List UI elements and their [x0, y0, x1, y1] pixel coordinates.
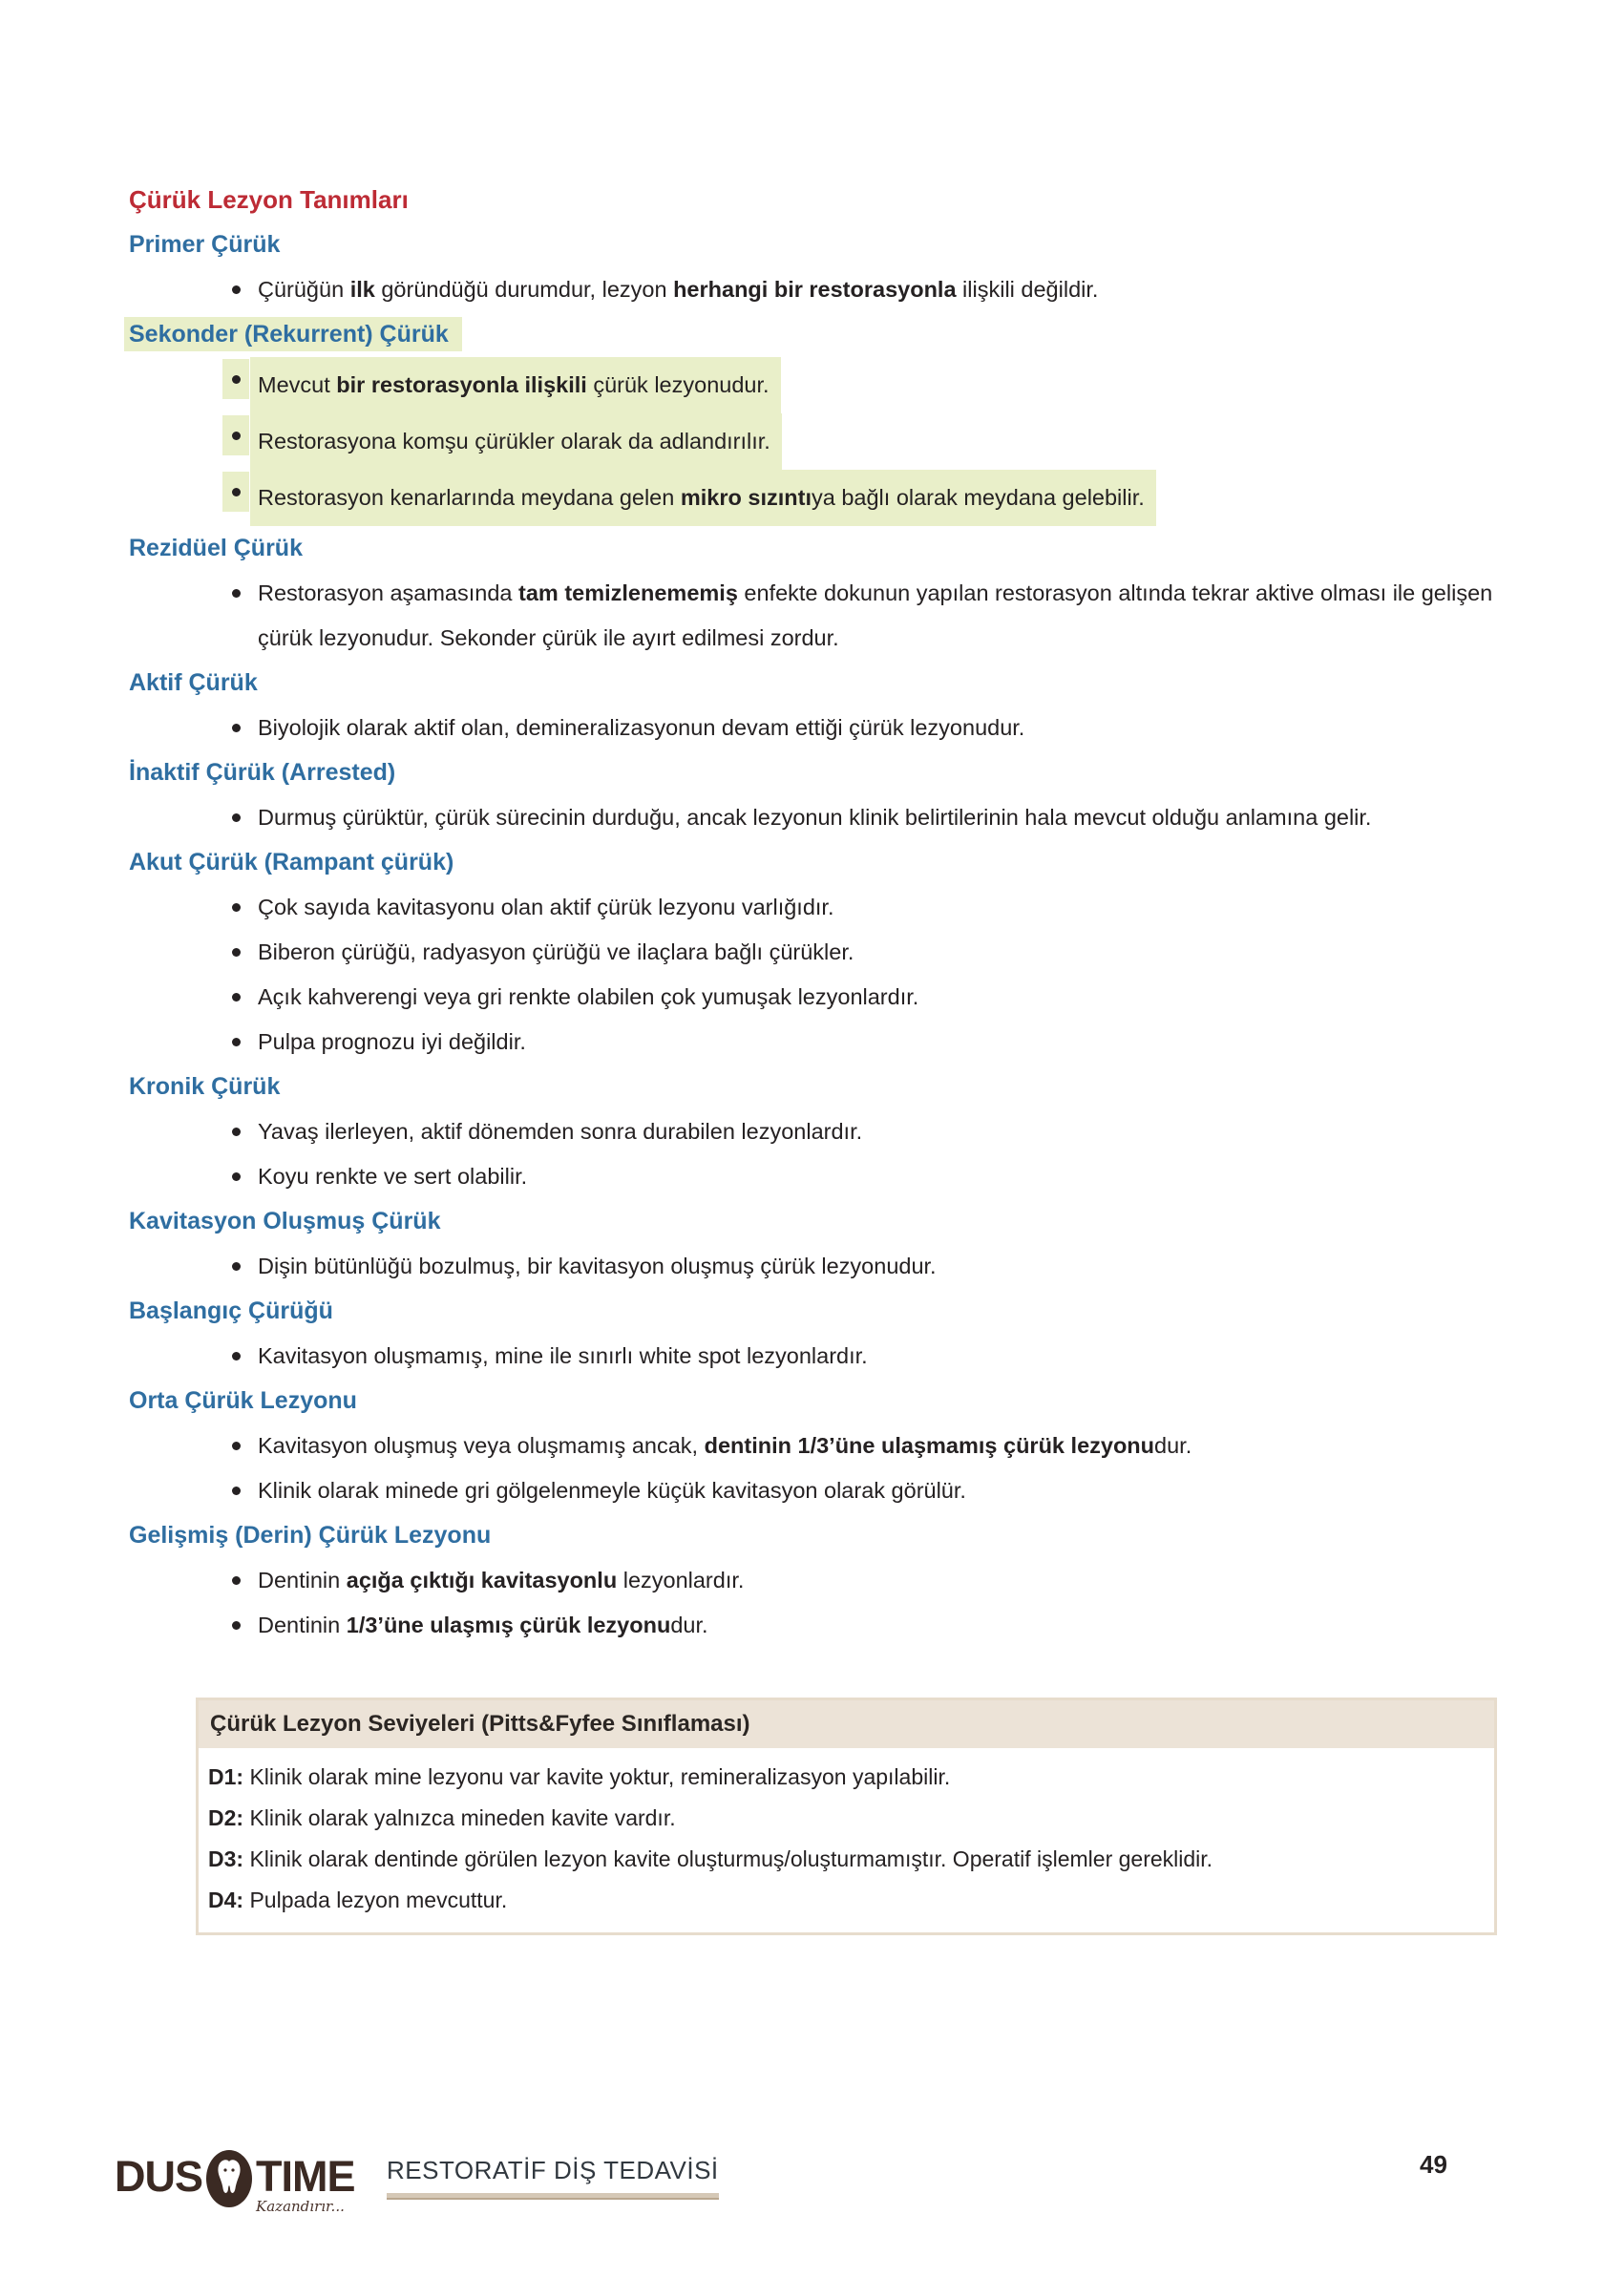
- bullet-text: Kavitasyon oluşmamış, mine ile sınırlı white spot lezyonlardır.: [258, 1343, 868, 1368]
- bullet-icon: [222, 1560, 249, 1600]
- classification-text: Klinik olarak dentinde görülen lezyon kavite oluşturmuş/oluşturmamıştır. Operatif işlemler gereklidir.: [243, 1846, 1213, 1871]
- bullet-text: Açık kahverengi veya gri renkte olabilen çok yumuşak lezyonlardır.: [258, 984, 919, 1009]
- section-heading-text: Orta Çürük Lezyonu: [129, 1387, 357, 1414]
- classification-items: [199, 1748, 1494, 1932]
- bullet-item: [129, 1244, 1500, 1289]
- footer-section: [387, 2156, 719, 2200]
- bullet-item: [129, 885, 1500, 930]
- bullet-text: Klinik olarak minede gri gölgelenmeyle küçük kavitasyon olarak görülür.: [258, 1478, 966, 1503]
- bullet-item: [129, 1558, 1500, 1603]
- classification-text: Klinik olarak yalnızca mineden kavite vardır.: [243, 1805, 676, 1830]
- bullet-item: [129, 1020, 1500, 1065]
- bullet-text: Mevcut bir restorasyonla ilişkili çürük lezyonudur.: [250, 357, 781, 413]
- bullet-dot: [232, 1128, 241, 1136]
- bullet-icon: [222, 1156, 249, 1196]
- section-heading: [129, 1379, 1500, 1424]
- classification-label: D2:: [208, 1805, 244, 1830]
- bullet-item: [129, 930, 1500, 975]
- section-heading: [129, 661, 1500, 706]
- classification-item: [208, 1757, 1471, 1798]
- bullet-item: [129, 413, 1500, 470]
- section: [129, 1289, 1500, 1379]
- classification-box-title: Çürük Lezyon Seviyeleri (Pitts&Fyfee Sınıflaması): [210, 1711, 750, 1737]
- section-heading-text: Sekonder (Rekurrent) Çürük: [124, 317, 462, 351]
- section-heading: [129, 750, 1500, 795]
- bullet-dot: [232, 1352, 241, 1360]
- page-title: Çürük Lezyon Tanımları: [129, 185, 409, 214]
- bullet-icon: [222, 1605, 249, 1645]
- bullet-icon: [222, 797, 249, 837]
- sections: [129, 222, 1500, 1648]
- bullet-text: Biyolojik olarak aktif olan, demineralizasyonun devam ettiği çürük lezyonudur.: [258, 715, 1025, 740]
- bullet-item: [129, 470, 1500, 526]
- bullet-text: Durmuş çürüktür, çürük sürecinin durduğu, ancak lezyonun klinik belirtilerinin hala mevcut olduğu anlamına gelir.: [258, 805, 1372, 830]
- bullet-dot: [232, 1621, 241, 1630]
- section-heading: [129, 1513, 1500, 1558]
- section: [129, 222, 1500, 312]
- section-heading: [129, 526, 1500, 571]
- section: [129, 1065, 1500, 1199]
- classification-label: D4:: [208, 1888, 244, 1912]
- bullet-dot: [232, 285, 241, 294]
- bullet-dot: [232, 1262, 241, 1271]
- bullet-item: [129, 1154, 1500, 1199]
- tooth-icon: [204, 2148, 254, 2214]
- bullet-icon: [222, 932, 249, 972]
- section: [129, 840, 1500, 1065]
- section-heading-text: Başlangıç Çürüğü: [129, 1297, 333, 1324]
- section-heading: [129, 1199, 1500, 1244]
- bullet-text: Kavitasyon oluşmuş veya oluşmamış ancak, dentinin 1/3’üne ulaşmamış çürük lezyonudur.: [258, 1433, 1192, 1458]
- bullet-text: Restorasyon aşamasında tam temizlenememiş enfekte dokunun yapılan restorasyon altında tekrar aktive olması ile gelişen çürük lezyonudur. Sekonder çürük ile ayırt edilmesi zordur.: [258, 580, 1493, 650]
- bullet-icon: [222, 1470, 249, 1510]
- bullet-text: Çürüğün ilk göründüğü durumdur, lezyon herhangi bir restorasyonla ilişkili değildir.: [258, 277, 1099, 302]
- bullet-icon: [222, 472, 249, 512]
- bullet-item: [129, 357, 1500, 413]
- bullet-dot: [232, 1442, 241, 1450]
- footer-underline: [387, 2193, 719, 2200]
- bullet-dot: [232, 1576, 241, 1585]
- bullet-dot: [232, 432, 241, 440]
- bullet-dot: [232, 813, 241, 822]
- classification-box: [196, 1698, 1497, 1935]
- bullet-icon: [222, 977, 249, 1017]
- logo-time-wrap: [256, 2148, 355, 2215]
- bullet-dot: [232, 903, 241, 912]
- page-number: 49: [1420, 2150, 1447, 2179]
- logo-text-time: TIME: [256, 2152, 355, 2201]
- section-heading-text: İnaktif Çürük (Arrested): [129, 759, 396, 786]
- bullet-dot: [232, 948, 241, 957]
- bullet-dot: [232, 724, 241, 732]
- bullet-item: [129, 267, 1500, 312]
- bullet-text: Pulpa prognozu iyi değildir.: [258, 1029, 526, 1054]
- bullet-icon: [222, 573, 249, 613]
- classification-text: Klinik olarak mine lezyonu var kavite yoktur, remineralizasyon yapılabilir.: [243, 1764, 951, 1789]
- section: [129, 526, 1500, 661]
- bullet-text: Dentinin 1/3’üne ulaşmış çürük lezyonudur.: [258, 1613, 708, 1637]
- bullet-text: Restorasyon kenarlarında meydana gelen mikro sızıntıya bağlı olarak meydana gelebilir.: [250, 470, 1156, 526]
- bullet-dot: [232, 1487, 241, 1495]
- classification-label: D1:: [208, 1764, 244, 1789]
- section-heading-text: Kavitasyon Oluşmuş Çürük: [129, 1208, 441, 1234]
- classification-box-header: [199, 1700, 1494, 1748]
- bullet-icon: [222, 887, 249, 927]
- classification-item: [208, 1880, 1471, 1921]
- section-heading: [129, 1289, 1500, 1334]
- bullet-dot: [232, 993, 241, 1002]
- section: [129, 1379, 1500, 1513]
- bullet-item: [129, 571, 1500, 661]
- bullet-icon: [222, 1111, 249, 1151]
- section: [129, 312, 1500, 526]
- classification-item: [208, 1798, 1471, 1839]
- document-content: [129, 178, 1500, 1935]
- section-heading-text: Gelişmiş (Derin) Çürük Lezyonu: [129, 1522, 492, 1549]
- section-heading-text: Rezidüel Çürük: [129, 535, 303, 561]
- bullet-icon: [222, 1246, 249, 1286]
- bullet-dot: [232, 1172, 241, 1181]
- section: [129, 661, 1500, 750]
- logo-tagline: Kazandırır...: [256, 2198, 345, 2215]
- bullet-text: Yavaş ilerleyen, aktif dönemden sonra durabilen lezyonlardır.: [258, 1119, 863, 1144]
- classification-label: D3:: [208, 1846, 244, 1871]
- classification-item: [208, 1839, 1471, 1880]
- bullet-icon: [222, 1022, 249, 1062]
- bullet-item: [129, 1334, 1500, 1379]
- bullet-item: [129, 706, 1500, 750]
- bullet-dot: [232, 488, 241, 496]
- bullet-icon: [222, 269, 249, 309]
- section-heading-text: Akut Çürük (Rampant çürük): [129, 849, 454, 875]
- bullet-dot: [232, 589, 241, 598]
- bullet-dot: [232, 1038, 241, 1046]
- bullet-text: Dentinin açığa çıktığı kavitasyonlu lezyonlardır.: [258, 1568, 745, 1592]
- bullet-icon: [222, 415, 249, 455]
- section: [129, 750, 1500, 840]
- section-heading-text: Kronik Çürük: [129, 1073, 281, 1100]
- bullet-item: [129, 1468, 1500, 1513]
- bullet-text: Biberon çürüğü, radyasyon çürüğü ve ilaçlara bağlı çürükler.: [258, 939, 854, 964]
- footer-section-label: RESTORATİF DİŞ TEDAVİSİ: [387, 2156, 719, 2184]
- dustime-logo: [115, 2148, 355, 2215]
- bullet-item: [129, 795, 1500, 840]
- bullet-item: [129, 1109, 1500, 1154]
- classification-text: Pulpada lezyon mevcuttur.: [243, 1888, 508, 1912]
- section-heading: [129, 1065, 1500, 1109]
- section: [129, 1199, 1500, 1289]
- bullet-icon: [222, 359, 249, 399]
- bullet-text: Dişin bütünlüğü bozulmuş, bir kavitasyon oluşmuş çürük lezyonudur.: [258, 1254, 937, 1278]
- section-heading-text: Primer Çürük: [129, 231, 281, 258]
- bullet-item: [129, 1424, 1500, 1468]
- bullet-item: [129, 1603, 1500, 1648]
- bullet-item: [129, 975, 1500, 1020]
- section-heading: [129, 312, 1500, 357]
- section: [129, 1513, 1500, 1648]
- section-heading: [129, 840, 1500, 885]
- bullet-dot: [232, 375, 241, 384]
- page-footer: [115, 2144, 1508, 2230]
- bullet-icon: [222, 1336, 249, 1376]
- section-heading-text: Aktif Çürük: [129, 669, 258, 696]
- section-heading: [129, 222, 1500, 267]
- logo-text-dus: DUS: [115, 2152, 203, 2201]
- bullet-icon: [222, 1425, 249, 1466]
- bullet-icon: [222, 707, 249, 748]
- bullet-text: Restorasyona komşu çürükler olarak da adlandırılır.: [250, 413, 782, 470]
- bullet-text: Koyu renkte ve sert olabilir.: [258, 1164, 528, 1189]
- bullet-text: Çok sayıda kavitasyonu olan aktif çürük lezyonu varlığıdır.: [258, 895, 834, 919]
